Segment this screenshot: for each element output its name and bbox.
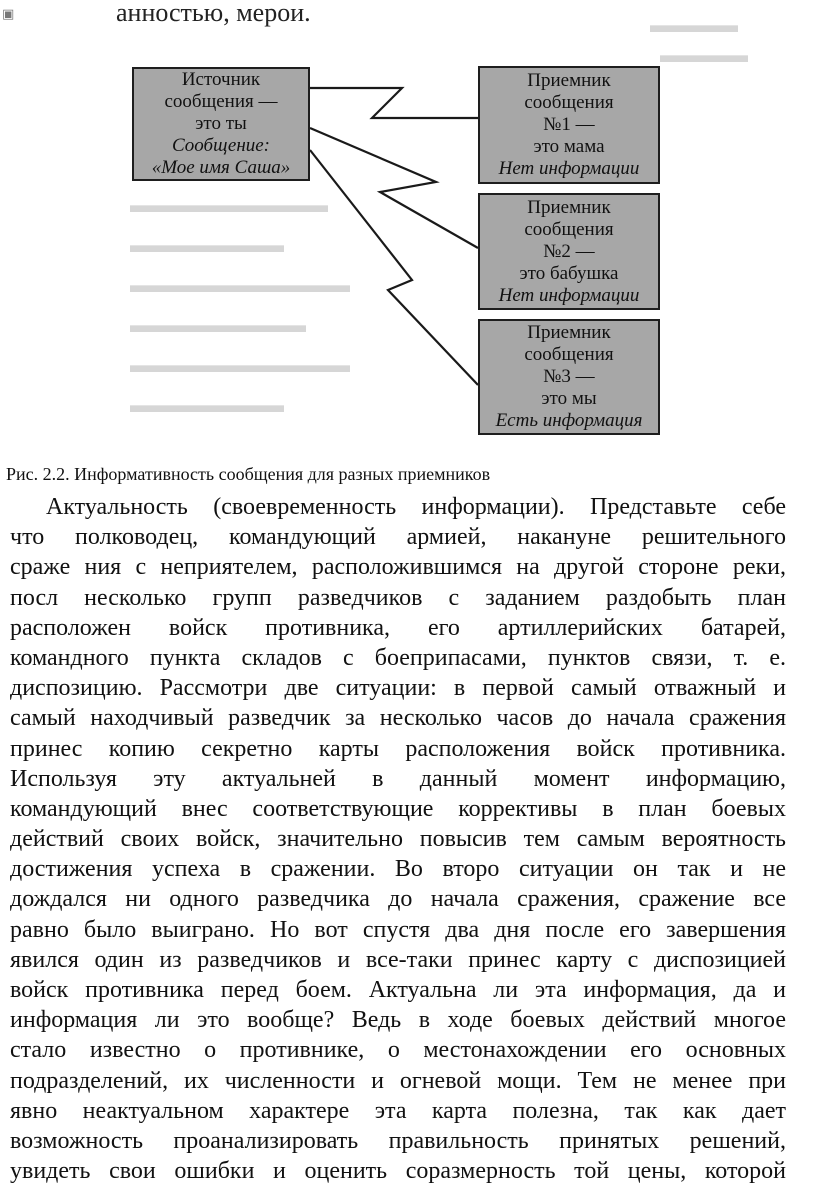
body-line: возможность проанализировать правильность принятых решений,	[10, 1127, 786, 1154]
body-line: Актуальность (своевременность информации). Представьте себе	[46, 494, 786, 520]
show-through-texture: ▬▬▬▬▬▬▬	[130, 232, 284, 257]
body-line: подразделений, их численности и огневой мощи. Тем не менее при	[10, 1067, 786, 1094]
body-line: дождался ни одного разведчика до начала сражения, сражение все	[10, 886, 786, 913]
body-line: Используя эту актуальней в данный момент информацию,	[10, 765, 786, 792]
source-line: Сообщение:	[171, 135, 271, 156]
connector-to-receiver-2	[310, 128, 478, 248]
receiver-line: Нет информации	[498, 158, 640, 179]
receiver-line: №3 —	[543, 366, 595, 387]
body-line: сраже ния с неприятелем, расположившимся на другой стороне реки,	[10, 554, 786, 581]
receiver-line: сообщения	[524, 218, 614, 240]
connector-lines	[0, 0, 816, 458]
body-line: командующий внес соответствующие коррективы в план боевых	[10, 795, 786, 822]
show-through-texture: ▬▬▬▬	[650, 12, 738, 37]
body-line: стало известно о противнике, о местонахождении его основных	[10, 1037, 786, 1064]
body-line: диспозицию. Рассмотри две ситуации: в первой самый отважный и	[10, 675, 786, 702]
body-line: явился один из разведчиков и все-таки принес карту с диспозицией	[10, 946, 786, 973]
body-line: что полководец, командующий армией, накануне решительного	[10, 524, 786, 551]
connector-to-receiver-1	[310, 88, 478, 118]
figure	[0, 0, 816, 458]
receiver-line: Приемник	[527, 70, 611, 91]
body-line: явно неактуальном характере эта карта полезна, так как дает	[10, 1097, 786, 1124]
receiver-line: Нет информации	[498, 284, 640, 306]
figure-caption: Рис. 2.2. Информативность сообщения для разных приемников	[6, 464, 491, 484]
show-through-texture: ▬▬▬▬▬▬▬▬▬▬	[130, 352, 350, 377]
body-line: достижения успеха в сражении. Во второ ситуации он так и не	[10, 856, 786, 883]
body-line: расположен войск противника, его артиллерийских батарей,	[10, 614, 786, 641]
receiver-line: №1 —	[543, 114, 595, 135]
body-line: информация ли это вообще? Ведь в ходе боевых действий многое	[10, 1007, 786, 1034]
body-line: войск противника перед боем. Актуальна ли эта информация, да и	[10, 977, 786, 1003]
source-line: «Мое имя Саша»	[151, 157, 291, 178]
receiver-line: это бабушка	[519, 262, 619, 284]
receiver-line: Приемник	[527, 322, 611, 343]
source-line: сообщения —	[164, 91, 278, 112]
show-through-texture: ▬▬▬▬▬▬▬▬▬	[130, 192, 328, 217]
body-line: увидеть свои ошибки и оценить соразмерность той цены, которой	[10, 1158, 786, 1185]
receiver-box-3	[478, 319, 660, 435]
show-through-texture: ▬▬▬▬	[660, 42, 748, 67]
receiver-line: №2 —	[543, 240, 595, 262]
source-line: это ты	[195, 113, 247, 134]
body-line: посл несколько групп разведчиков с заданием раздобыть план	[10, 584, 786, 611]
source-box	[132, 67, 310, 181]
receiver-line: это мама	[533, 136, 605, 157]
receiver-line: сообщения	[524, 344, 614, 365]
connector-to-receiver-3	[310, 150, 478, 385]
receiver-line: сообщения	[524, 92, 614, 113]
body-line: принес копию секретно карты расположения войск противника.	[10, 735, 786, 762]
source-line: Источник	[181, 69, 261, 90]
show-through-texture: ▬▬▬▬▬▬▬▬	[130, 312, 306, 337]
body-line: действий своих войск, значительно повысив тем самым вероятность	[10, 826, 786, 853]
body-line: командного пункта складов с боеприпасами, пунктов связи, т. е.	[10, 644, 786, 671]
receiver-line: это мы	[541, 388, 597, 409]
receiver-line: Приемник	[527, 196, 611, 218]
top-text-line: анностью, мерои.	[116, 0, 311, 27]
body-line: самый находчивый разведчик за несколько часов до начала сражения	[10, 705, 786, 732]
show-through-texture: ▬▬▬▬▬▬▬	[130, 392, 284, 417]
receiver-line: Есть информация	[495, 410, 643, 431]
show-through-texture: ▬▬▬▬▬▬▬▬▬▬	[130, 272, 350, 297]
receiver-box-2	[478, 193, 660, 310]
corner-mark-icon: ▣	[2, 6, 15, 21]
body-text	[10, 492, 786, 1186]
receiver-box-1	[478, 66, 660, 184]
body-line: равно было выиграно. Но вот спустя два дня после его завершения	[10, 916, 786, 943]
